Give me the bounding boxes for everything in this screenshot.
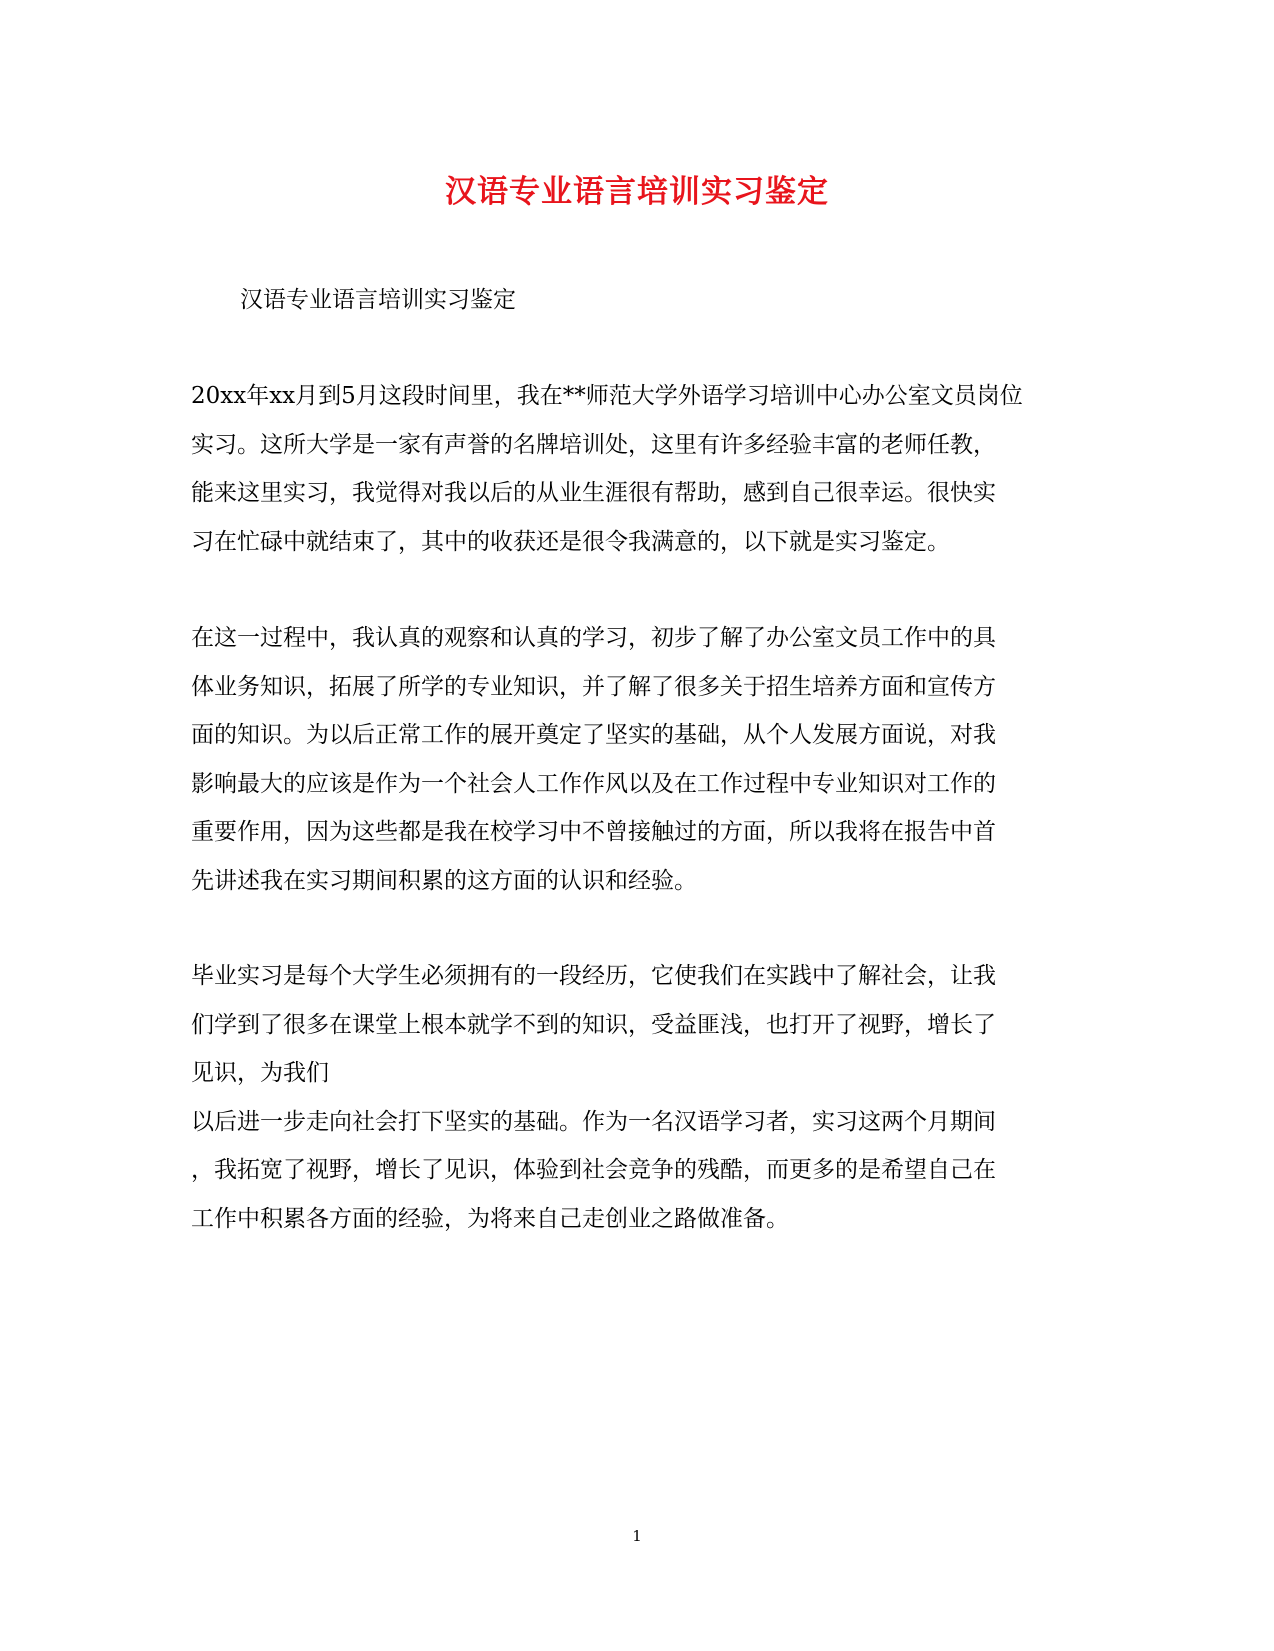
paragraph-line: 重要作用，因为这些都是我在校学习中不曾接触过的方面，所以我将在报告中首 [191, 819, 996, 845]
paragraph-line: 20xx年xx月到5月这段时间里，我在**师范大学外语学习培训中心办公室文员岗位 [191, 383, 1023, 409]
document-subtitle: 汉语专业语言培训实习鉴定 [240, 287, 516, 313]
paragraph-line: 工作中积累各方面的经验，为将来自己走创业之路做准备。 [191, 1205, 789, 1232]
paragraph-line: 影响最大的应该是作为一个社会人工作作风以及在工作过程中专业知识对工作的 [191, 770, 996, 797]
paragraph-line: 毕业实习是每个大学生必须拥有的一段经历，它使我们在实践中了解社会，让我 [191, 963, 996, 989]
paragraph-line: 们学到了很多在课堂上根本就学不到的知识，受益匪浅，也打开了视野，增长了 [191, 1011, 996, 1038]
paragraph-line: 习在忙碌中就结束了，其中的收获还是很令我满意的，以下就是实习鉴定。 [191, 528, 950, 555]
paragraph-line: ，我拓宽了视野，增长了见识，体验到社会竞争的残酷，而更多的是希望自己在 [191, 1157, 996, 1183]
paragraph-line: 以后进一步走向社会打下坚实的基础。作为一名汉语学习者，实习这两个月期间 [191, 1108, 996, 1135]
paragraph-2 [191, 614, 1091, 905]
paragraph-line: 在这一过程中，我认真的观察和认真的学习，初步了解了办公室文员工作中的具 [191, 625, 996, 651]
paragraph-1 [191, 372, 1091, 566]
paragraph-line: 先讲述我在实习期间积累的这方面的认识和经验。 [191, 867, 697, 894]
document-title: 汉语专业语言培训实习鉴定 [445, 174, 829, 210]
paragraph-line: 体业务知识，拓展了所学的专业知识，并了解了很多关于招生培养方面和宣传方 [191, 673, 996, 700]
paragraph-line: 面的知识。为以后正常工作的展开奠定了坚实的基础，从个人发展方面说，对我 [191, 722, 996, 748]
paragraph-3 [191, 952, 1091, 1243]
paragraph-line: 实习。这所大学是一家有声誉的名牌培训处，这里有许多经验丰富的老师任教， [191, 431, 996, 458]
page-number: 1 [632, 1527, 642, 1545]
paragraph-line: 见识，为我们 [191, 1060, 329, 1086]
paragraph-line: 能来这里实习，我觉得对我以后的从业生涯很有帮助，感到自己很幸运。很快实 [191, 480, 996, 506]
